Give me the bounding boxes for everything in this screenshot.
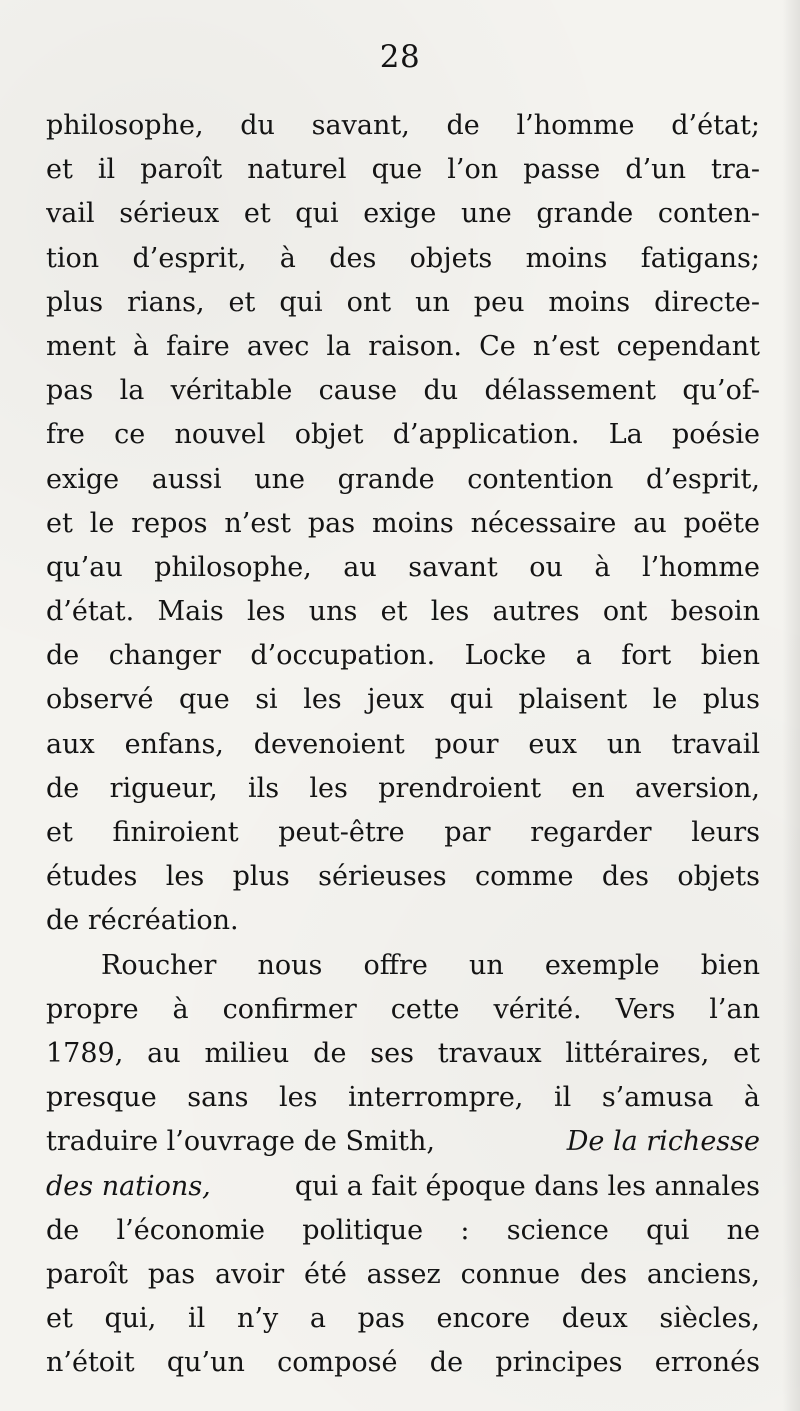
text-line-24 (46, 1120, 760, 1164)
text-line-28: et qui, il n’y a pas encore deux siècles, (46, 1303, 760, 1335)
text-line-19: de récréation. (46, 905, 239, 937)
text-line-22: 1789, au milieu de ses travaux littéraires, et (46, 1037, 760, 1069)
text-line-6: ment à faire avec la raison. Ce n’est cependant (46, 330, 760, 362)
text-line-20: Roucher nous offre un exemple bien (101, 949, 760, 981)
text-line-25 (46, 1165, 760, 1209)
text-line-25-italic: des nations, (46, 1170, 211, 1202)
text-line-2: et il paroît naturel que l’on passe d’un tra- (46, 154, 760, 186)
text-line-14: observé que si les jeux qui plaisent le plus (46, 684, 760, 716)
text-line-27: paroît pas avoir été assez connue des anciens, (46, 1258, 760, 1290)
page-number: 28 (379, 39, 421, 75)
text-line-8: fre ce nouvel objet d’application. La poésie (46, 419, 760, 451)
text-line-16: de rigueur, ils les prendroient en aversion, (46, 772, 760, 804)
text-line-21: propre à confirmer cette vérité. Vers l’an (46, 993, 760, 1025)
text-line-4: tion d’esprit, à des objets moins fatigans; (46, 242, 760, 274)
text-line-13: de changer d’occupation. Locke a fort bien (46, 640, 760, 672)
text-line-5: plus rians, et qui ont un peu moins directe- (46, 286, 760, 318)
text-line-26: de l’économie politique : science qui ne (46, 1214, 760, 1246)
text-line-10: et le repos n’est pas moins nécessaire au poëte (46, 507, 760, 539)
body-text (46, 104, 760, 1385)
text-line-23: presque sans les interrompre, il s’amusa à (46, 1082, 760, 1114)
text-line-24-roman: traduire l’ouvrage de Smith, (46, 1126, 435, 1158)
text-line-12: d’état. Mais les uns et les autres ont besoin (46, 596, 760, 628)
text-line-11: qu’au philosophe, au savant ou à l’homme (46, 551, 760, 583)
text-line-24-italic: De la richesse (566, 1126, 760, 1158)
text-line-7: pas la véritable cause du délassement qu’of- (46, 375, 760, 407)
text-line-1: philosophe, du savant, de l’homme d’état; (46, 110, 760, 141)
text-line-15: aux enfans, devenoient pour eux un travail (46, 728, 760, 760)
text-line-29: n’étoit qu’un composé de principes erronés (46, 1347, 760, 1379)
text-line-17: et finiroient peut-être par regarder leurs (46, 817, 760, 848)
text-line-18: études les plus sérieuses comme des objets (46, 861, 760, 893)
text-line-25-roman: qui a fait époque dans les annales (294, 1170, 760, 1202)
text-line-3: vail sérieux et qui exige une grande conten- (46, 198, 760, 230)
text-line-9: exige aussi une grande contention d’esprit, (46, 463, 760, 495)
page-edge-shadow (782, 0, 800, 1411)
